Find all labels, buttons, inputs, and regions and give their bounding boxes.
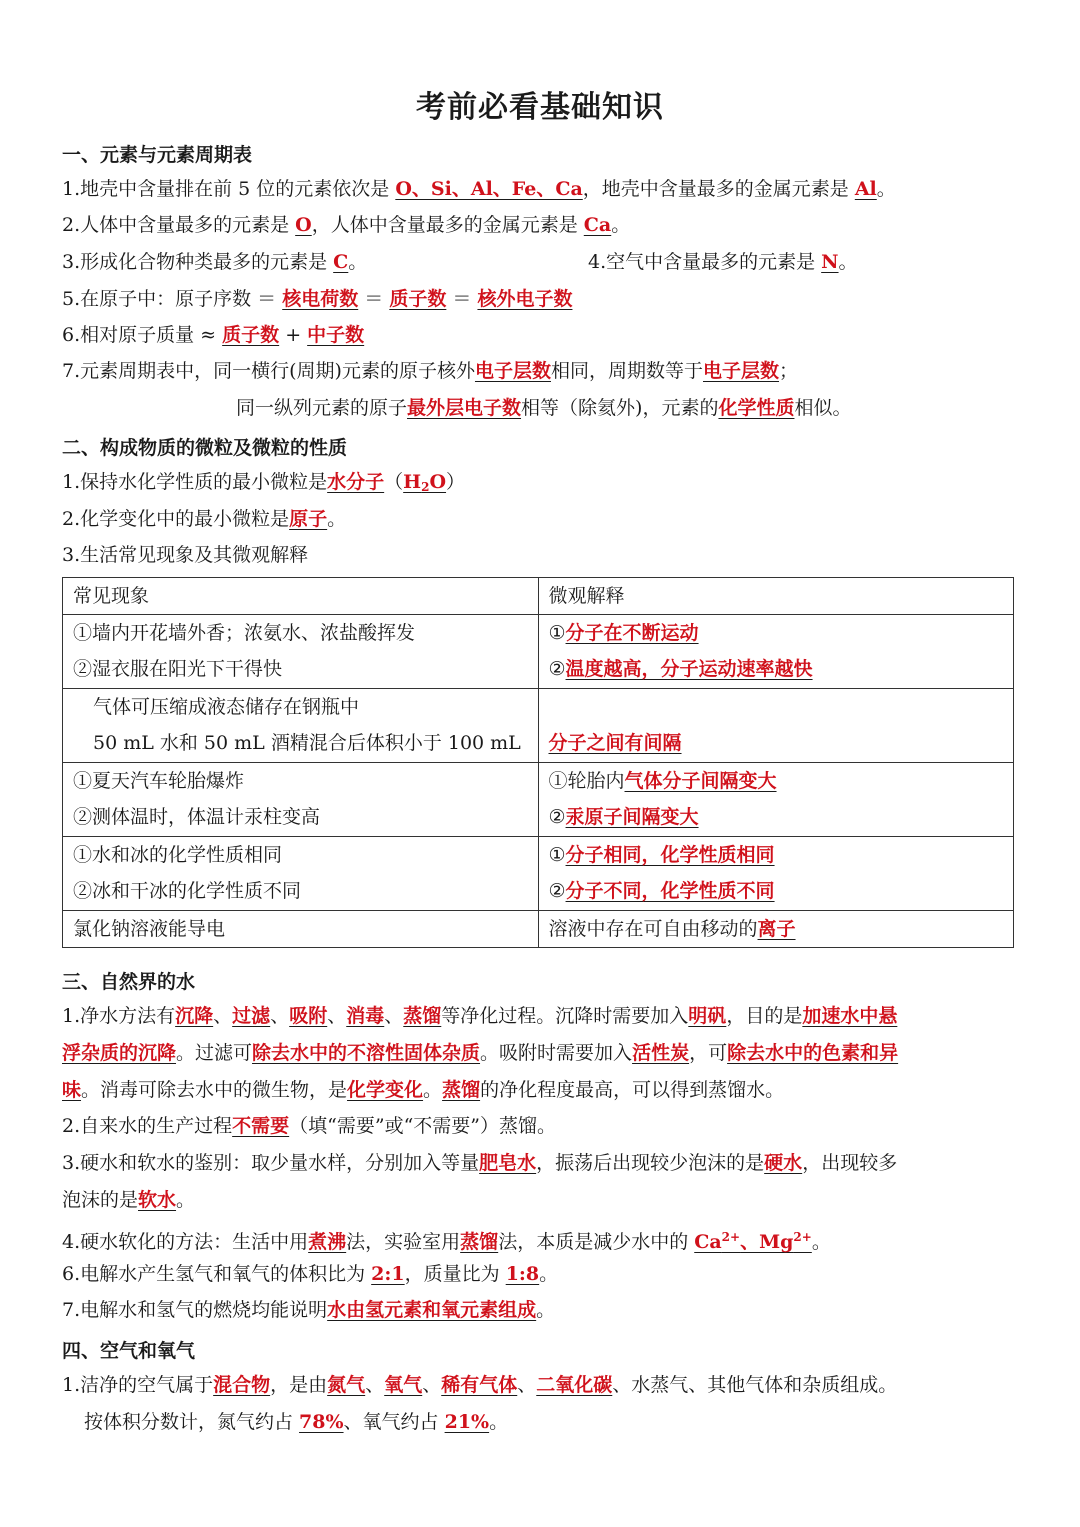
table-cell: ①分子相同，化学性质相同 ②分子不同，化学性质不同 <box>538 837 1014 911</box>
s3-line-3: 味。消毒可除去水中的微生物，是化学变化。蒸馏的净化程度最高，可以得到蒸馏水。 <box>62 1079 785 1101</box>
s3-line-7: 4.硬水软化的方法：生活中用煮沸法，实验室用蒸馏法，本质是减少水中的 $Ca^{2+}$、$Mg^{2+}$。 <box>62 1230 831 1253</box>
answer: 分子在不断运动 <box>565 622 699 644</box>
answer: 沉降 <box>175 1005 214 1027</box>
answer: 混合物 <box>213 1374 271 1396</box>
s2-line-3: 3.生活常见现象及其微观解释 <box>62 544 309 566</box>
answer: 加速水中悬 <box>802 1005 898 1027</box>
answer: 电子层数 <box>474 360 551 382</box>
answer: 汞原子间隔变大 <box>565 806 699 828</box>
table-cell: 溶液中存在可自由移动的离子 <box>538 911 1014 948</box>
s1-line-2: 2.人体中含量最多的元素是 O，人体中含量最多的金属元素是 Ca。 <box>62 214 631 236</box>
s1-line-6: 6.相对原子质量 ≈ 质子数 + 中子数 <box>62 324 365 346</box>
answer: 水分子 <box>327 471 385 493</box>
answer: 中子数 <box>307 324 365 346</box>
answer: 分子相同，化学性质相同 <box>565 844 775 866</box>
answer: 78% <box>299 1411 344 1433</box>
answer: 分子之间有间隔 <box>548 732 682 754</box>
section-heading-particles: 二、构成物质的微粒及微粒的性质 <box>62 437 348 459</box>
answer: 质子数 <box>222 324 280 346</box>
answer: 肥皂水 <box>479 1152 537 1174</box>
answer: N <box>821 251 839 273</box>
phenomena-table <box>62 577 1014 948</box>
answer: 味 <box>62 1079 82 1101</box>
table-header-cell: 常见现象 <box>63 578 539 615</box>
s3-line-4: 2.自来水的生产过程不需要（填“需要”或“不需要”）蒸馏。 <box>62 1115 557 1137</box>
answer: Al <box>854 178 877 200</box>
table-cell: 氯化钠溶液能导电 <box>63 911 539 948</box>
answer: 煮沸 <box>308 1231 347 1253</box>
answer: 软水 <box>138 1189 177 1211</box>
table-row <box>63 689 1014 763</box>
answer: 最外层电子数 <box>407 397 522 419</box>
answer: 2:1 <box>371 1263 405 1285</box>
s3-line-5: 3.硬水和软水的鉴别：取少量水样，分别加入等量肥皂水，振荡后出现较少泡沫的是硬水，出现较多 <box>62 1152 898 1174</box>
answer: 硬水 <box>764 1152 803 1174</box>
s3-line-8: 6.电解水产生氢气和氧气的体积比为 2:1，质量比为 1:8。 <box>62 1263 559 1285</box>
answer: 除去水中的不溶性固体杂质 <box>252 1042 481 1064</box>
s1-line-5: 5.在原子中：原子序数 ＝ 核电荷数 ＝ 质子数 ＝ 核外电子数 <box>62 288 573 310</box>
table-row <box>63 615 1014 689</box>
answer: 稀有气体 <box>441 1374 518 1396</box>
table-cell: 气体可压缩成液态储存在钢瓶中 50 mL 水和 50 mL 酒精混合后体积小于 100 mL <box>63 689 539 763</box>
answer: 分子不同，化学性质不同 <box>565 880 775 902</box>
answer-formula: $H_2O$ <box>403 471 447 494</box>
table-row <box>63 763 1014 837</box>
s2-line-2: 2.化学变化中的最小微粒是原子。 <box>62 508 347 530</box>
answer: 蒸馏 <box>403 1005 442 1027</box>
section-heading-elements: 一、元素与元素周期表 <box>62 144 253 166</box>
s3-line-2: 浮杂质的沉降。过滤可除去水中的不溶性固体杂质。吸附时需要加入活性炭，可除去水中的色素和异 <box>62 1042 899 1064</box>
s1-line-7: 7.元素周期表中，同一横行(周期)元素的原子核外电子层数相同，周期数等于电子层数； <box>62 360 799 382</box>
answer: 化学变化 <box>347 1079 424 1101</box>
answer: 温度越高，分子运动速率越快 <box>565 658 813 680</box>
answer: 吸附 <box>289 1005 328 1027</box>
s4-line-2: 按体积分数计，氮气约占 78%、氧气约占 21%。 <box>84 1411 509 1433</box>
table-cell: ①夏天汽车轮胎爆炸 ②测体温时，体温计汞柱变高 <box>63 763 539 837</box>
answer: O、Si、Al、Fe、Ca <box>395 178 583 200</box>
table-header-cell: 微观解释 <box>538 578 1014 615</box>
answer: 1:8 <box>505 1263 540 1285</box>
s3-line-1: 1.净水方法有沉降、过滤、吸附、消毒、蒸馏等净化过程。沉降时需要加入明矾，目的是加速水中悬 <box>62 1005 898 1027</box>
s1-line-1: 1.地壳中含量排在前 5 位的元素依次是 O、Si、Al、Fe、Ca，地壳中含量最多的金属元素是 Al。 <box>62 178 896 200</box>
answer: 离子 <box>757 918 796 940</box>
answer: 水由氢元素和氧元素组成 <box>327 1299 537 1321</box>
s3-line-9: 7.电解水和氢气的燃烧均能说明水由氢元素和氧元素组成。 <box>62 1299 556 1321</box>
table-cell <box>538 689 1014 763</box>
table-cell: ①水和冰的化学性质相同 ②冰和干冰的化学性质不同 <box>63 837 539 911</box>
answer: 原子 <box>289 508 328 530</box>
page-title: 考前必看基础知识 <box>416 90 664 125</box>
answer: 不需要 <box>232 1115 290 1137</box>
table-row <box>63 911 1014 948</box>
answer: Ca <box>583 214 612 236</box>
answer: 质子数 <box>389 288 447 310</box>
section-heading-water: 三、自然界的水 <box>62 971 196 993</box>
table-cell: ①轮胎内气体分子间隔变大 ②汞原子间隔变大 <box>538 763 1014 837</box>
answer: 21% <box>444 1411 490 1433</box>
table-header-row <box>63 578 1014 615</box>
s3-line-6: 泡沫的是软水。 <box>62 1189 196 1211</box>
s1-line-8: 同一纵列元素的原子最外层电子数相等（除氦外)，元素的化学性质相似。 <box>236 397 852 419</box>
table-cell: ①分子在不断运动 ②温度越高，分子运动速率越快 <box>538 615 1014 689</box>
answer: 气体分子间隔变大 <box>624 770 777 792</box>
s1-line-3: 3.形成化合物种类最多的元素是 C。 <box>62 251 368 273</box>
s1-line-4: 4.空气中含量最多的元素是 N。 <box>588 251 858 273</box>
answer: 化学性质 <box>718 397 795 419</box>
answer: 消毒 <box>346 1005 385 1027</box>
answer: 二氧化碳 <box>536 1374 613 1396</box>
answer-ions: $Ca^{2+}$、$Mg^{2+}$ <box>694 1230 812 1253</box>
answer: 电子层数 <box>703 360 780 382</box>
answer: 明矾 <box>688 1005 727 1027</box>
answer: 氮气 <box>327 1374 366 1396</box>
answer: 活性炭 <box>632 1042 690 1064</box>
answer: O <box>295 214 312 236</box>
answer: 核电荷数 <box>282 288 359 310</box>
answer: 蒸馏 <box>460 1231 499 1253</box>
table-cell: ①墙内开花墙外香；浓氨水、浓盐酸挥发 ②湿衣服在阳光下干得快 <box>63 615 539 689</box>
answer: 蒸馏 <box>442 1079 481 1101</box>
s4-line-1: 1.洁净的空气属于混合物，是由氮气、氧气、稀有气体、二氧化碳、水蒸气、其他气体和杂质组成。 <box>62 1374 898 1396</box>
table-row <box>63 837 1014 911</box>
s2-line-1: 1.保持水化学性质的最小微粒是水分子$(H_2O)$ <box>62 471 466 494</box>
answer: 浮杂质的沉降 <box>62 1042 177 1064</box>
section-heading-air: 四、空气和氧气 <box>62 1340 196 1362</box>
answer: 过滤 <box>232 1005 271 1027</box>
answer: 核外电子数 <box>477 288 573 310</box>
answer: C <box>333 251 349 273</box>
answer: 除去水中的色素和异 <box>727 1042 899 1064</box>
answer: 氧气 <box>384 1374 423 1396</box>
